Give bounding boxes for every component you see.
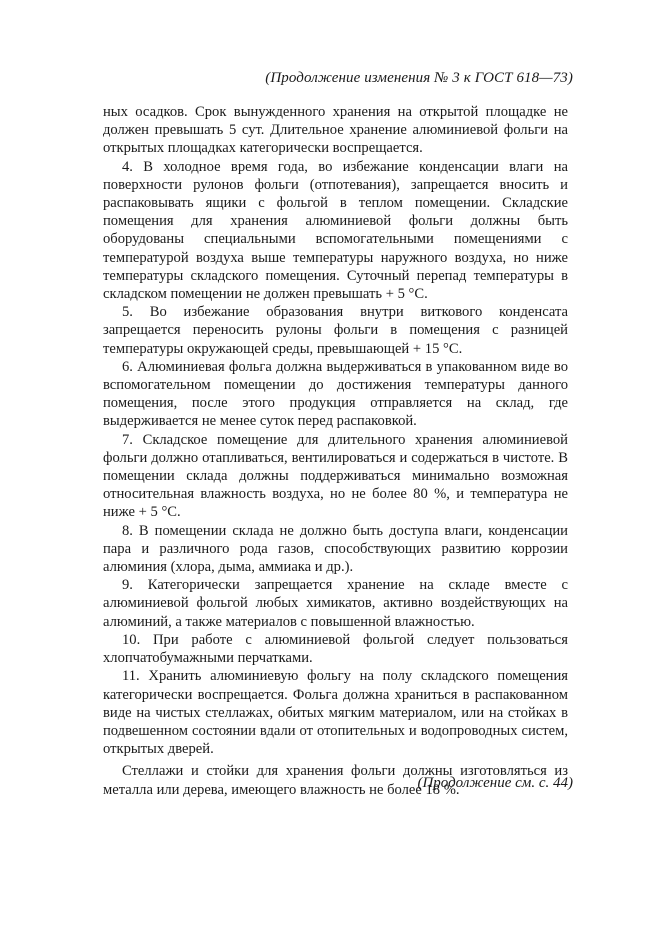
paragraph-continued: ных осадков. Срок вынужденного хранения на открытой площадке не должен превышать 5 сут. Длительное хранение алюминиевой фольги на открытых площадках категорически воспрещается. (103, 104, 568, 157)
continuation-footer: (Продолжение см. с. 44) (417, 775, 573, 791)
document-body (103, 103, 568, 799)
paragraph-item-9: 9. Категорически запрещается хранение на складе вместе с алюминиевой фольгой любых химикатов, активно воздействующих на алюминий, а также материалов с повышенной влажностью. (103, 577, 568, 630)
continuation-header: (Продолжение изменения № 3 к ГОСТ 618—73) (265, 70, 573, 86)
paragraph-item-8: 8. В помещении склада не должно быть доступа влаги, конденсации пара и различного рода газов, способствующих развитию коррозии алюминия (хлора, дыма, аммиака и др.). (103, 522, 568, 576)
paragraph-item-5: 5. Во избежание образования внутри виткового конденсата запрещается переносить рулоны фольги в помещения с разницей температуры окружающей среды, превышающей + 15 °С. (103, 304, 568, 357)
paragraph-item-4: 4. В холодное время года, во избежание конденсации влаги на поверхности рулонов фольги (отпотевания), запрещается вносить и распаковывать ящики с фольгой в теплом помещении. Складские помещения для хранения алюминиевой фольги должны быть оборудованы специальными вспомогательными помещениями с температурой воздуха выше температуры наружного воздуха, но ниже температуры складского помещения. Суточный перепад температуры в складском помещении не должен превышать + 5 °С. (103, 158, 568, 303)
paragraph-item-6: 6. Алюминиевая фольга должна выдерживаться в упакованном виде во вспомогательном помещении до достижения температуры данного помещения, после этого продукция отправляется на склад, где выдерживается не менее суток перед распаковкой. (103, 358, 568, 430)
paragraph-item-11: 11. Хранить алюминиевую фольгу на полу складского помещения категорически воспрещается. Фольга должна храниться в распакованном виде на чистых стеллажах, обитых мягким материалом, или на стойках в подвешенном состоянии вдали от отопительных и водопроводных систем, открытых дверей. (103, 668, 568, 758)
paragraph-shelving: Стеллажи и стойки для хранения фольги должны изготовляться из металла или дерева, имеющего влажность не более 18 %. (103, 763, 568, 798)
paragraph-item-7: 7. Складское помещение для длительного хранения алюминиевой фольги должно отапливаться, вентилироваться и содержаться в чистоте. В помещении склада должны поддерживаться минимально возможная относительная влажность воздуха, но не более 80 %, и температура не ниже + 5 °С. (103, 431, 568, 521)
paragraph-item-10: 10. При работе с алюминиевой фольгой следует пользоваться хлопчатобумажными перчатками. (103, 631, 568, 667)
